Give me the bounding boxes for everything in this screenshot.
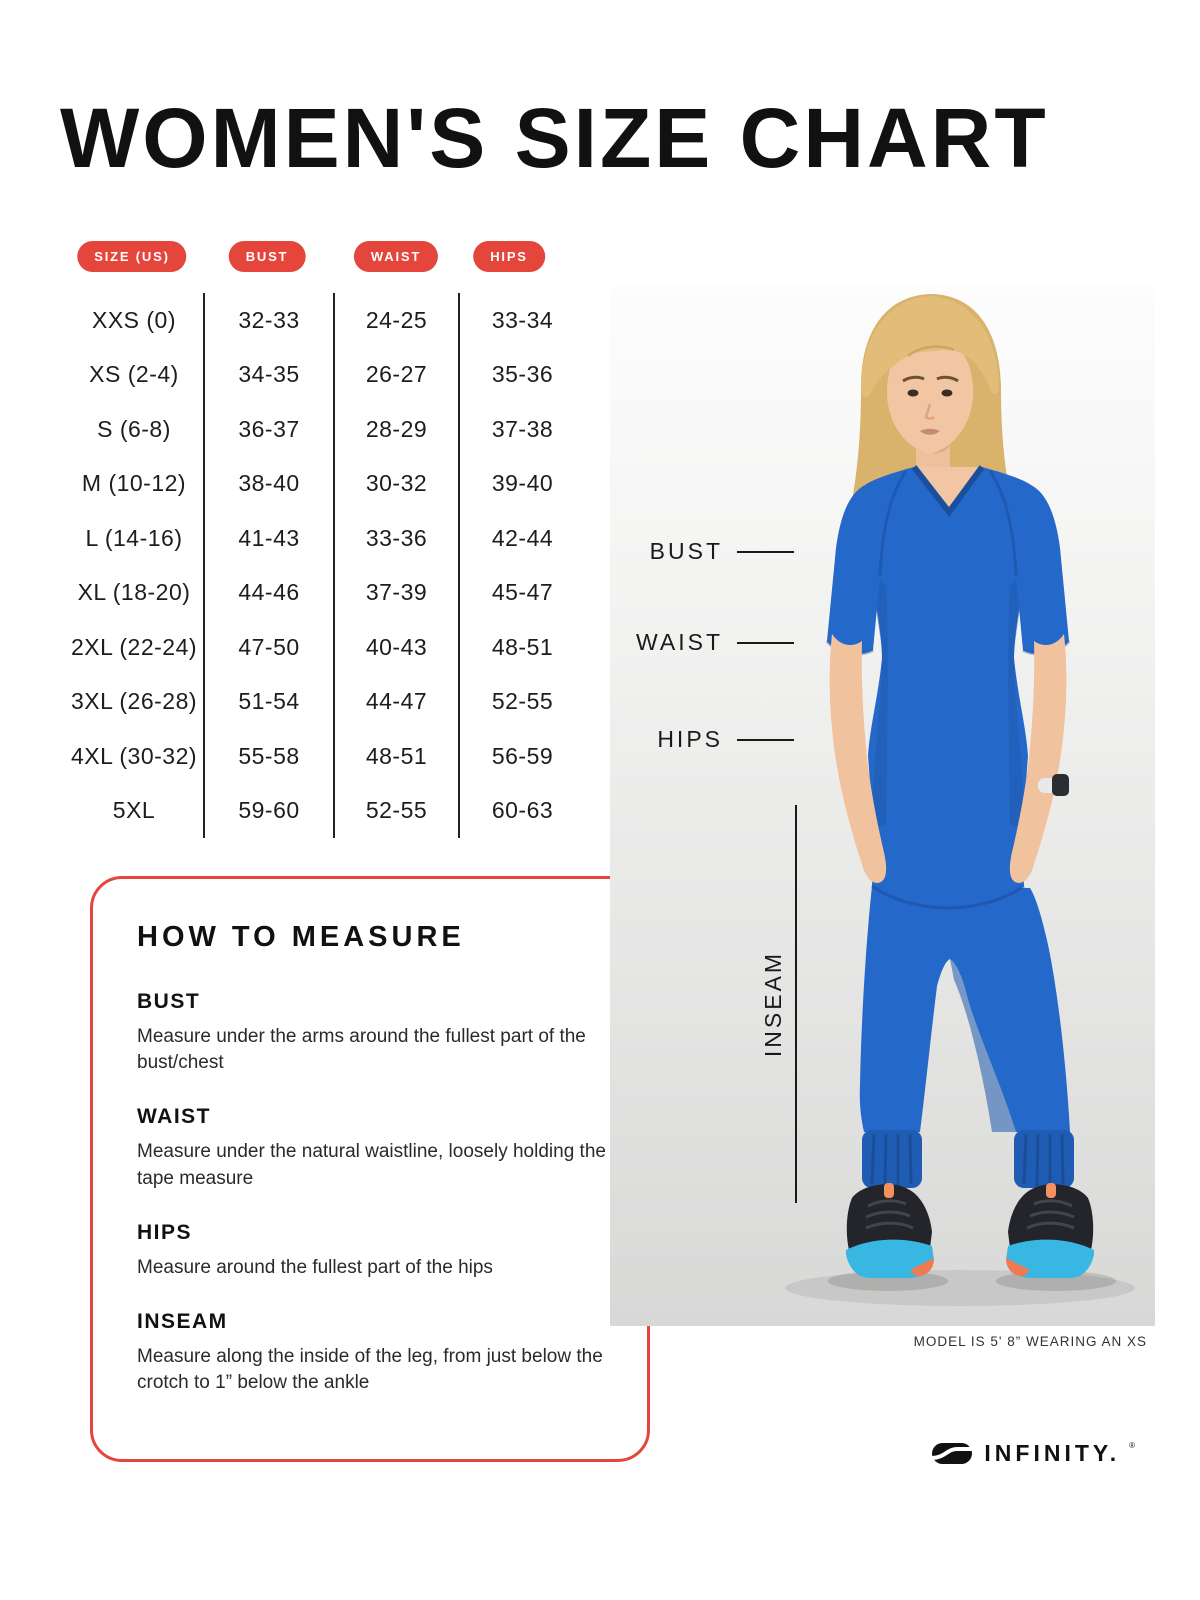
cell-bust: 47-50 <box>203 620 333 675</box>
model-illustration <box>610 286 1155 1326</box>
figure-label-hips: HIPS <box>630 726 794 753</box>
bust-pointer-line <box>737 551 794 553</box>
cell-size: XL (18-20) <box>77 579 191 606</box>
cell-hips: 60-63 <box>458 784 585 839</box>
cell-size: 3XL (26-28) <box>70 688 198 715</box>
cell-size: 5XL <box>112 797 156 824</box>
measure-item-text: Measure around the fullest part of the hips <box>137 1256 493 1278</box>
cell-bust: 32-33 <box>203 293 333 348</box>
cell-bust: 44-46 <box>203 566 333 621</box>
cell-hips: 37-38 <box>458 402 585 457</box>
measure-item-hips <box>137 1221 607 1281</box>
page-title: WOMEN'S SIZE CHART <box>60 91 1049 185</box>
right-shoe <box>1006 1183 1094 1278</box>
cell-bust: 51-54 <box>203 675 333 730</box>
cell-waist: 28-29 <box>333 402 458 457</box>
model-photo <box>610 286 1155 1326</box>
cell-bust: 55-58 <box>203 729 333 784</box>
figure-label-bust: BUST <box>630 538 794 565</box>
cell-bust: 34-35 <box>203 348 333 403</box>
column-pill-size: SIZE (US) <box>77 241 186 272</box>
cell-waist: 24-25 <box>333 293 458 348</box>
measure-item-label: INSEAM <box>137 1310 228 1334</box>
cell-waist: 30-32 <box>333 457 458 512</box>
cell-size: XS (2-4) <box>89 361 179 388</box>
measure-item-bust <box>137 990 607 1076</box>
cell-hips: 33-34 <box>458 293 585 348</box>
hips-pointer-line <box>737 739 794 741</box>
cell-size: M (10-12) <box>81 470 187 497</box>
column-pill-hips: HIPS <box>473 241 545 272</box>
cell-waist: 40-43 <box>333 620 458 675</box>
measure-item-label: WAIST <box>137 1105 211 1129</box>
cell-waist: 26-27 <box>333 348 458 403</box>
cell-waist: 44-47 <box>333 675 458 730</box>
cell-hips: 48-51 <box>458 620 585 675</box>
cell-bust: 41-43 <box>203 511 333 566</box>
how-to-measure-box <box>90 876 650 1462</box>
figure-label-inseam: INSEAM <box>759 950 786 1058</box>
cell-hips: 35-36 <box>458 348 585 403</box>
column-pill-bust: BUST <box>229 241 306 272</box>
how-to-measure-heading: HOW TO MEASURE <box>137 921 465 953</box>
cell-bust: 59-60 <box>203 784 333 839</box>
cell-waist: 37-39 <box>333 566 458 621</box>
cell-size: 2XL (22-24) <box>70 633 198 660</box>
cell-size: L (14-16) <box>85 524 183 551</box>
cell-waist: 48-51 <box>333 729 458 784</box>
waist-pointer-line <box>737 642 794 644</box>
measure-item-label: HIPS <box>137 1220 193 1244</box>
cell-waist: 33-36 <box>333 511 458 566</box>
measure-item-text: Measure under the arms around the fullest part of the bust/chest <box>137 1026 586 1074</box>
registered-mark: ® <box>1129 1441 1135 1450</box>
measure-item-waist <box>137 1105 607 1191</box>
cell-size: XXS (0) <box>91 306 177 333</box>
measure-item-text: Measure along the inside of the leg, from just below the crotch to 1” below the ankle <box>137 1346 603 1394</box>
cell-bust: 38-40 <box>203 457 333 512</box>
model-caption: MODEL IS 5' 8” WEARING AN XS <box>913 1334 1147 1349</box>
cell-size: 4XL (30-32) <box>70 742 198 769</box>
measure-item-text: Measure under the natural waistline, loosely holding the tape measure <box>137 1141 606 1189</box>
cell-waist: 52-55 <box>333 784 458 839</box>
left-shoe <box>846 1183 934 1278</box>
brand-logo <box>931 1440 1137 1467</box>
infinity-logo-icon <box>931 1440 973 1467</box>
column-pill-waist: WAIST <box>354 241 438 272</box>
measure-item-inseam <box>137 1310 607 1396</box>
figure-label-waist: WAIST <box>630 629 794 656</box>
cell-hips: 52-55 <box>458 675 585 730</box>
measure-item-label: BUST <box>137 990 201 1013</box>
cell-hips: 39-40 <box>458 457 585 512</box>
cell-hips: 42-44 <box>458 511 585 566</box>
cell-bust: 36-37 <box>203 402 333 457</box>
inseam-pointer-line <box>795 805 797 1203</box>
size-chart-table <box>65 293 585 838</box>
cell-size: S (6-8) <box>97 415 171 442</box>
cell-hips: 45-47 <box>458 566 585 621</box>
cell-hips: 56-59 <box>458 729 585 784</box>
brand-wordmark: INFINITY. <box>984 1440 1121 1466</box>
